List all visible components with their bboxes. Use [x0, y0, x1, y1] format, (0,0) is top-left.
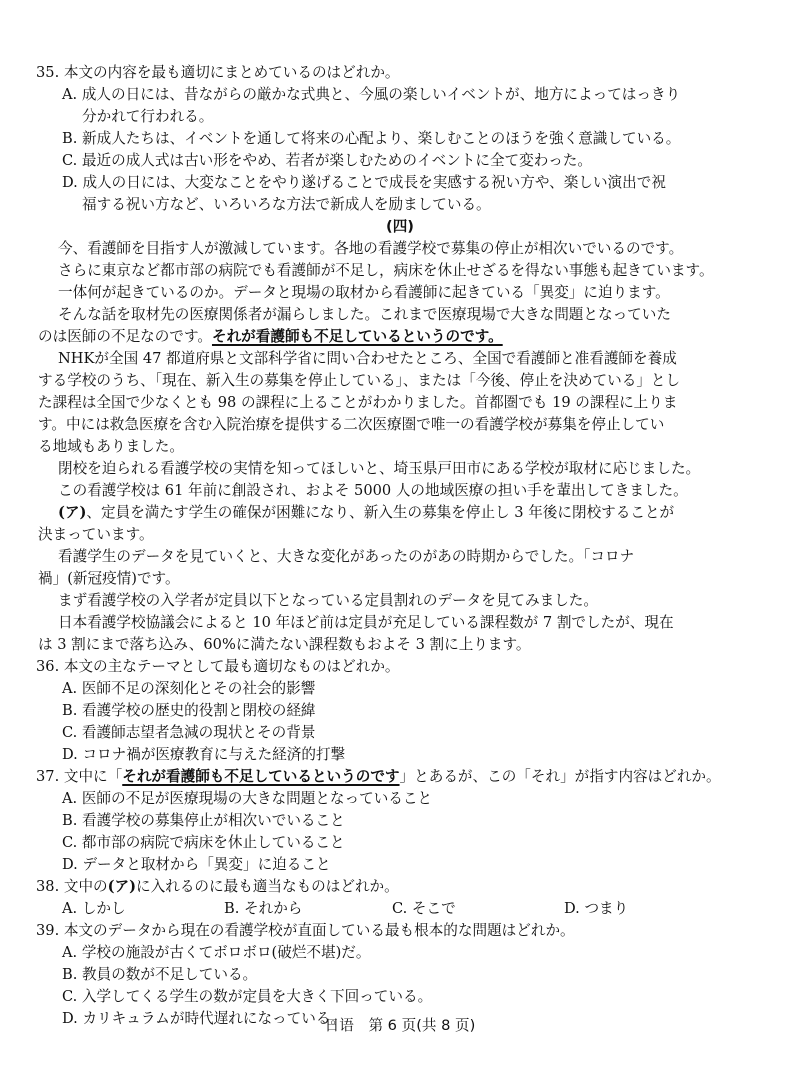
blank-mark-a: (ア) [58, 504, 87, 521]
exam-page [36, 62, 764, 1030]
q37-option-c: C. 都市部の病院で病床を休止していること [62, 834, 345, 851]
q39-option-d: D. カリキュラムが時代遅れになっている。 [62, 1010, 346, 1027]
q39-option-a: A. 学校の施設が古くてボロボロ(破烂不堪)だ。 [62, 944, 371, 961]
q39-stem: 39. 本文のデータから現在の看護学校が直面している最も根本的な問題はどれか。 [36, 922, 575, 939]
q38-blank-mark: (ア) [107, 878, 137, 895]
q38-option-a: A. しかし [62, 900, 126, 917]
q37-option-a: A. 医師の不足が医療現場の大きな問題となっていること [62, 790, 433, 807]
q39-option-b: B. 教員の数が不足している。 [62, 966, 258, 983]
passage-p4-cont [36, 326, 764, 348]
q35-option-a: A. 成人の日には、昔ながらの厳かな式典と、今風の楽しいイベントが、地方によってはっきり [62, 86, 681, 103]
passage-p1: 今、看護師を目指す人が激減しています。各地の看護学校で募集の停止が相次いでいるのです。 [58, 240, 684, 257]
passage-p8-cont: 決まっています。 [38, 526, 154, 543]
q37-option-d: D. データと取材から「異変」に迫ること [62, 856, 331, 873]
underlined-sentence: それが看護師も不足しているというのです。 [211, 328, 503, 345]
q35-option-a-cont: 分かれて行われる。 [82, 108, 214, 125]
q35-option-b: B. 新成人たちは、イベントを通して将来の心配より、楽しむことのほうを強く意識している。 [62, 130, 681, 147]
q35-option-d: D. 成人の日には、大変なことをやり遂げることで成長を実感する祝い方や、楽しい演出で祝 [62, 174, 666, 191]
passage-p9: 看護学生のデータを見ていくと、大きな変化があったのがあの時期からでした。「コロナ [58, 548, 635, 565]
q38-option-b: B. それから [224, 900, 303, 917]
passage-p5-cont3: す。中には救急医療を含む入院治療を提供する二次医療圏で唯一の看護学校が募集を停止してい [38, 416, 665, 433]
q35-stem: 35. 本文の内容を最も適切にまとめているのはどれか。 [36, 64, 400, 81]
passage-p7: この看護学校は 61 年前に創設され、およそ 5000 人の地域医療の担い手を輩出してきました。 [58, 482, 688, 499]
passage-p4: そんな話を取材先の医療関係者が漏らしました。これまで医療現場で大きな問題となっていた [58, 306, 671, 323]
passage-p4-text: のは医師の不足なのです。 [38, 328, 212, 345]
q36-option-a: A. 医師不足の深刻化とその社会的影響 [62, 680, 316, 697]
passage-p11: 日本看護学校協議会によると 10 年ほど前は定員が充足している課程数が 7 割でしたが、現在 [58, 614, 674, 631]
q36-option-c: C. 看護師志望者急減の現状とその背景 [62, 724, 316, 741]
q37-stem-pre: 37. 文中に「 [36, 768, 123, 785]
q36-option-b: B. 看護学校の歴史的役割と閉校の経緯 [62, 702, 316, 719]
passage-p5-cont1: する学校のうち、「現在、新入生の募集を停止している」、または「今後、停止を決めている」とし [38, 372, 681, 389]
passage-p9-cont: 禍」(新冠疫情)です。 [38, 570, 180, 587]
q38-stem [36, 876, 764, 898]
q38-stem-post: に入れるのに最も適当なものはどれか。 [136, 878, 399, 895]
q37-stem [36, 766, 764, 788]
passage-p8 [36, 502, 764, 524]
q37-stem-post: 」とあるが、この「それ」が指す内容はどれか。 [399, 768, 721, 785]
q38-stem-pre: 38. 文中の [36, 878, 108, 895]
q36-stem: 36. 本文の主なテーマとして最も適切なものはどれか。 [36, 658, 400, 675]
q36-option-d: D. コロナ禍が医療教育に与えた経済的打撃 [62, 746, 346, 763]
q38-option-c: C. そこで [392, 900, 456, 917]
passage-p5: NHKが全国 47 都道府県と文部科学省に問い合わせたところ、全国で看護師と准看護師を養成 [58, 350, 677, 367]
q38-option-d: D. つまり [564, 900, 629, 917]
passage-p2: さらに東京など都市部の病院でも看護師が不足し，病床を休止せざるを得ない事態も起きています。 [58, 262, 714, 279]
page-footer: 日语 第 6 页(共 8 页) [324, 1017, 476, 1034]
section-heading: (四) [386, 218, 414, 235]
q37-option-b: B. 看護学校の募集停止が相次いでいること [62, 812, 345, 829]
passage-p5-cont4: る地域もありました。 [38, 438, 184, 455]
passage-p3: 一体何が起きているのか。データと現場の取材から看護師に起きている「異変」に迫ります。 [58, 284, 670, 301]
passage-p6: 閉校を迫られる看護学校の実情を知ってほしいと、埼玉県戸田市にある学校が取材に応じました。 [58, 460, 701, 477]
q35-option-d-cont: 福する祝い方など、いろいろな方法で新成人を励ましている。 [82, 196, 491, 213]
q35-option-c: C. 最近の成人式は古い形をやめ、若者が楽しむためのイベントに全て変わった。 [62, 152, 592, 169]
passage-p8-text: 、定員を満たす学生の確保が困難になり、新入生の募集を停止し 3 年後に閉校することが [86, 504, 675, 521]
passage-p10: まず看護学校の入学者が定員以下となっている定員割れのデータを見てみました。 [58, 592, 598, 609]
q37-quoted-sentence: それが看護師も不足しているというのです [122, 768, 400, 785]
passage-p11-cont: は 3 割にまで落ち込み、60%に満たない課程数もおよそ 3 割に上ります。 [38, 636, 531, 653]
passage-p5-cont2: た課程は全国で少なくとも 98 の課程に上ることがわかりました。首都圏でも 19 の課程に上りま [38, 394, 678, 411]
q38-options [36, 898, 764, 920]
q39-option-c: C. 入学してくる学生の数が定員を大きく下回っている。 [62, 988, 433, 1005]
